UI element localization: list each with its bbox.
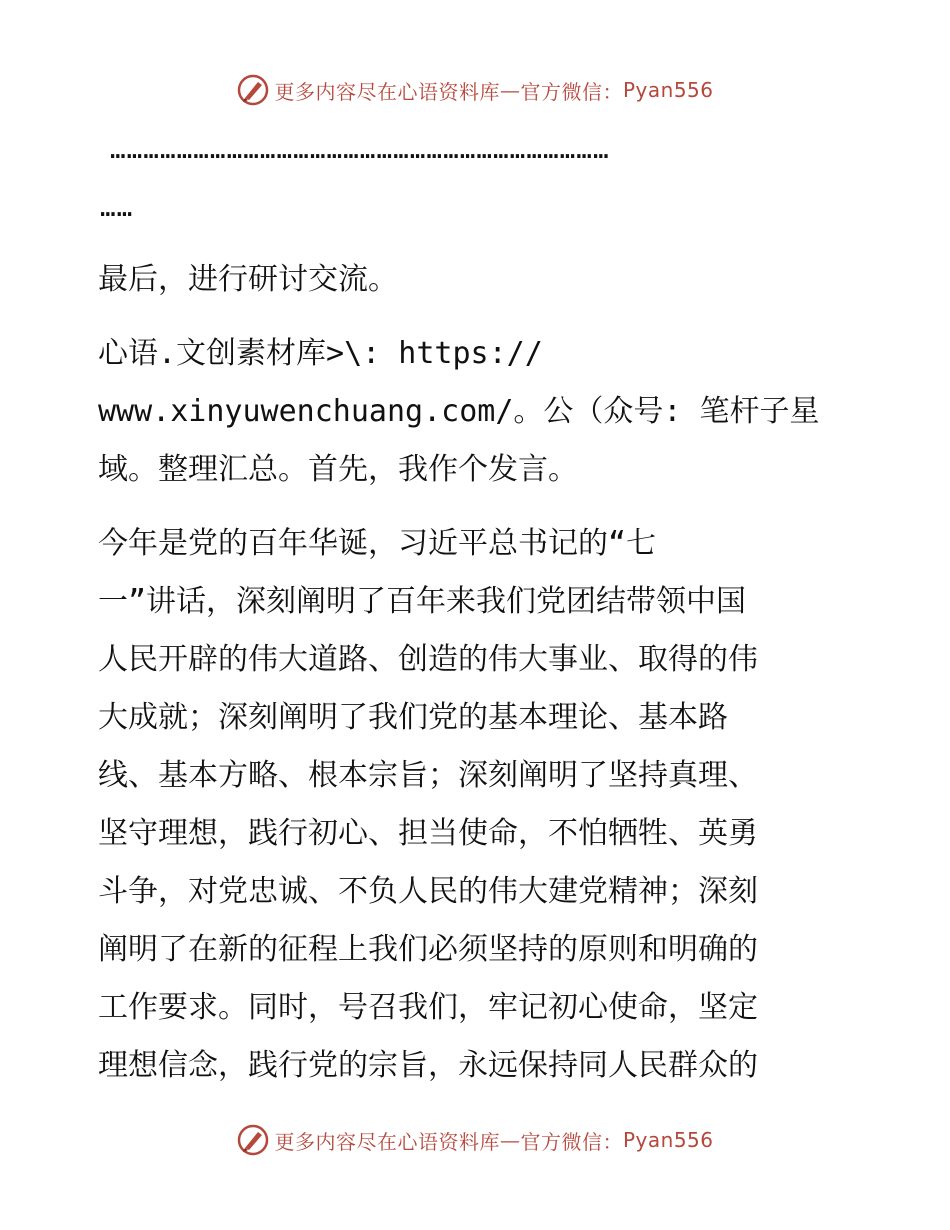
text-line: 理想信念，践行党的宗旨，永远保持同人民群众的 (98, 1048, 758, 1083)
footer-watermark (0, 1122, 950, 1158)
text-line: www.xinyuwenchuang.com/。公（众号: 笔杆子星 (98, 394, 820, 429)
pen-logo-icon (236, 1123, 270, 1157)
pen-logo-icon (236, 73, 270, 107)
ellipsis-line: …… (100, 193, 134, 223)
watermark-id: Pyan556 (622, 78, 714, 102)
text-line: 最后，进行研讨交流。 (98, 262, 398, 297)
watermark-dash: — (499, 1128, 521, 1152)
watermark-label: 官方微信： (520, 79, 623, 104)
watermark-brand: 更多内容尽在心语资料库 (274, 1129, 500, 1154)
text-line: 心语.文创素材库>\: https:// (98, 336, 543, 371)
text-line: 工作要求。同时，号召我们，牢记初心使命，坚定 (98, 990, 758, 1025)
text-line: 一”讲话，深刻阐明了百年来我们党团结带领中国 (98, 584, 747, 619)
text-line: 坚守理想，践行初心、担当使命，不怕牺牲、英勇 (98, 816, 758, 851)
header-watermark (0, 72, 950, 108)
watermark-id: Pyan556 (622, 1128, 714, 1152)
watermark-dash: — (499, 78, 521, 102)
ellipsis-line: ……………………………………………………………………………… (110, 135, 610, 165)
watermark-brand: 更多内容尽在心语资料库 (274, 79, 500, 104)
text-line: 今年是党的百年华诞，习近平总书记的“七 (98, 526, 657, 561)
text-line: 斗争，对党忠诚、不负人民的伟大建党精神；深刻 (98, 874, 758, 909)
text-line: 线、基本方略、根本宗旨；深刻阐明了坚持真理、 (98, 758, 758, 793)
text-line: 域。整理汇总。首先，我作个发言。 (98, 452, 578, 487)
watermark-label: 官方微信： (520, 1129, 623, 1154)
text-line: 大成就；深刻阐明了我们党的基本理论、基本路 (98, 700, 728, 735)
text-line: 阐明了在新的征程上我们必须坚持的原则和明确的 (98, 932, 758, 967)
text-line: 人民开辟的伟大道路、创造的伟大事业、取得的伟 (98, 642, 758, 677)
